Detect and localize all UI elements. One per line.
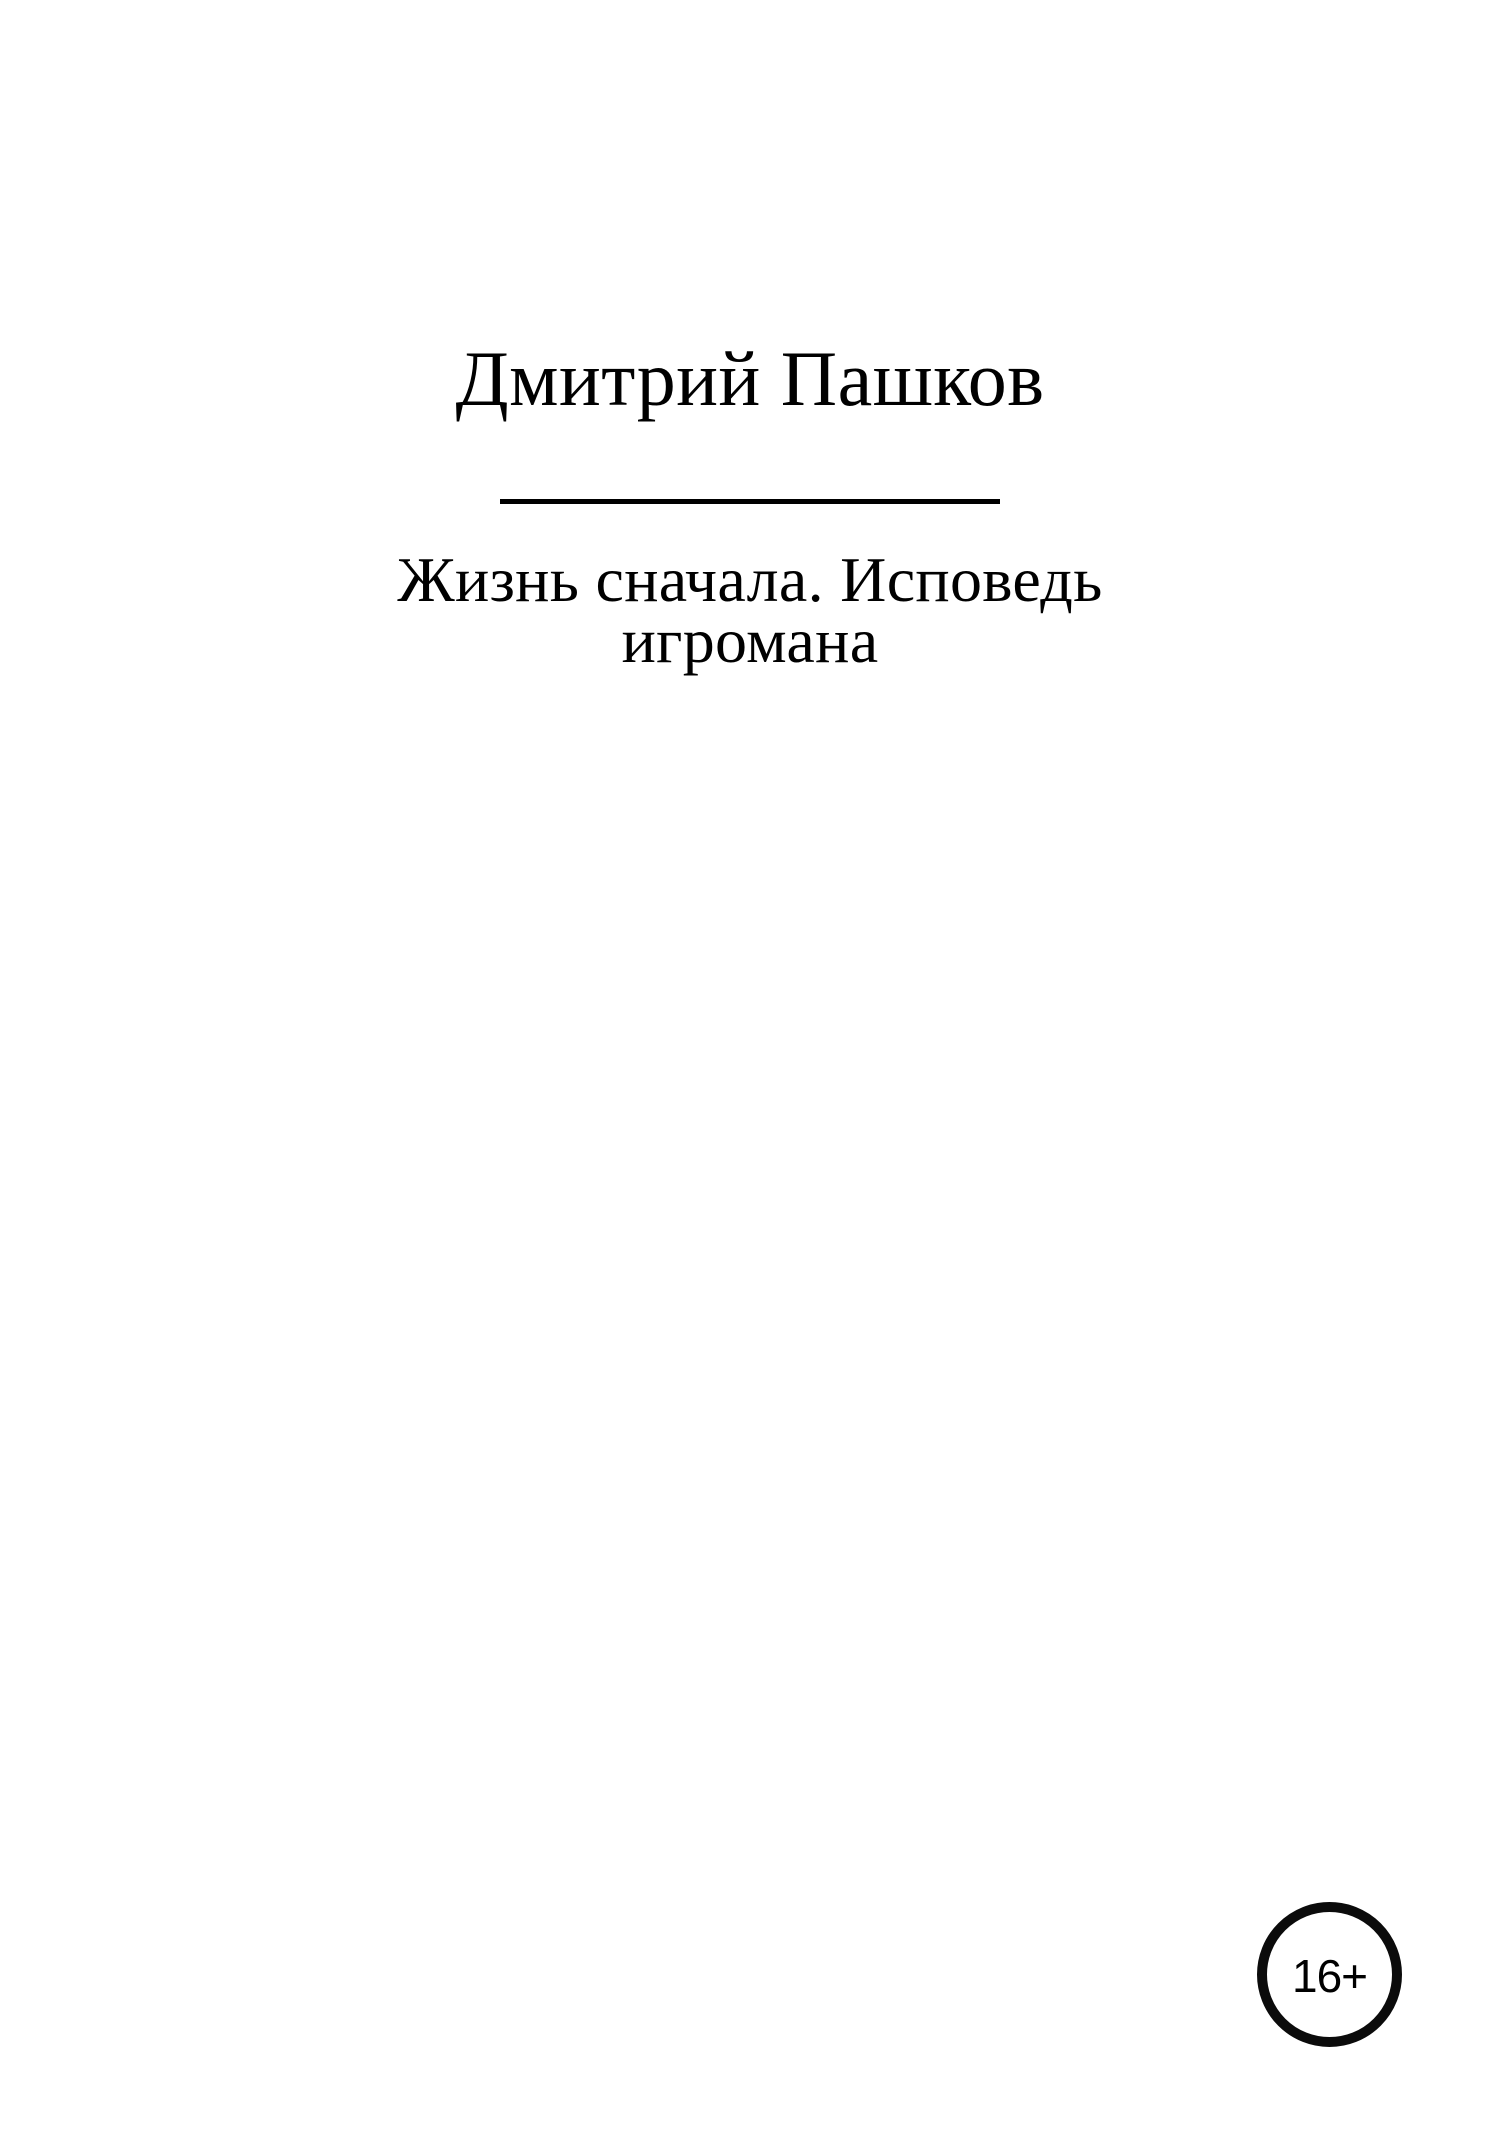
- author-name: Дмитрий Пашков: [455, 335, 1045, 422]
- age-rating-badge: [1257, 1902, 1402, 2047]
- age-rating-label: 16+: [1291, 1949, 1368, 2002]
- title-divider: [500, 499, 1000, 504]
- book-title: Жизнь сначала. Исповедь игромана: [397, 544, 1103, 676]
